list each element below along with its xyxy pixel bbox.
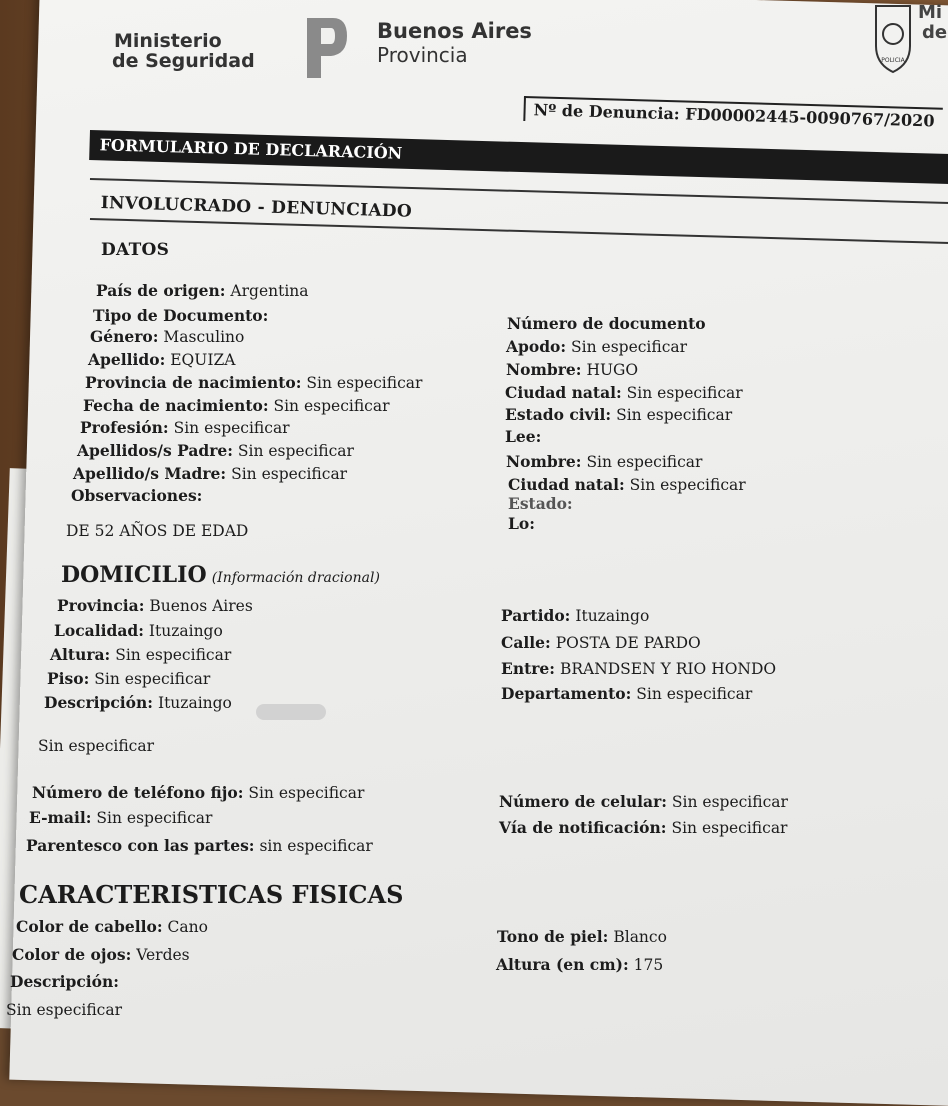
dom-notificacion: Vía de notificación: Sin especificar	[499, 818, 788, 837]
datos-ciudad-natal2: Ciudad natal: Sin especificar	[508, 475, 746, 494]
datos-num-doc: Número de documento	[507, 314, 706, 333]
ministry-line1: Ministerio	[114, 30, 222, 52]
datos-profesion: Profesión: Sin especificar	[80, 418, 290, 437]
corner-text1: Mi	[918, 2, 943, 23]
car-descripcion: Descripción:	[10, 972, 120, 991]
datos-nombre2: Nombre: Sin especificar	[506, 452, 703, 471]
divider-section	[90, 218, 948, 244]
car-cabello: Color de cabello: Cano	[16, 917, 208, 936]
datos-apellido: Apellido: EQUIZA	[88, 350, 236, 369]
datos-fecha-nac: Fecha de nacimiento: Sin especificar	[83, 396, 390, 415]
badge-text: POLICIA	[881, 57, 905, 64]
dom-localidad: Localidad: Ituzaingo	[54, 621, 223, 640]
datos-pais: País de origen: Argentina	[96, 281, 309, 300]
section-title: INVOLUCRADO - DENUNCIADO	[100, 193, 413, 222]
datos-ciudad-natal: Ciudad natal: Sin especificar	[505, 383, 743, 402]
dom-parentesco: Parentesco con las partes: sin especificar	[26, 836, 373, 855]
form-title: FORMULARIO DE DECLARACIÓN	[99, 135, 403, 163]
datos-apodo: Apodo: Sin especificar	[506, 337, 688, 356]
car-altura: Altura (en cm): 175	[496, 955, 664, 974]
dom-telefono: Número de teléfono fijo: Sin especificar	[32, 783, 365, 802]
smudge-mark	[256, 704, 326, 720]
dom-celular: Número de celular: Sin especificar	[499, 792, 788, 811]
domicilio-title: DOMICILIO	[61, 562, 207, 588]
datos-padre: Apellidos/s Padre: Sin especificar	[77, 441, 354, 460]
car-tono-piel: Tono de piel: Blanco	[497, 927, 667, 946]
denuncia-value: FD00002445-0090767/2020	[685, 104, 935, 131]
domicilio-subtitle: (Información dracional)	[211, 570, 380, 586]
dom-provincia: Provincia: Buenos Aires	[57, 596, 253, 615]
corner-text2: de	[922, 22, 948, 43]
police-badge-icon	[872, 2, 914, 74]
datos-prov-nac: Provincia de nacimiento: Sin especificar	[85, 373, 423, 392]
datos-genero: Género: Masculino	[90, 327, 245, 346]
dom-piso: Piso: Sin especificar	[47, 669, 211, 688]
dom-partido: Partido: Ituzaingo	[501, 606, 650, 625]
caracteristicas-title: CARACTERISTICAS FISICAS	[19, 880, 404, 909]
province-logo-icon	[303, 14, 349, 82]
form-title-bar	[89, 130, 948, 184]
dom-descripcion: Descripción: Ituzaingo	[44, 693, 232, 712]
dom-entre: Entre: BRANDSEN Y RIO HONDO	[501, 659, 777, 678]
car-desc-text: Sin especificar	[6, 1001, 123, 1019]
datos-tipo-doc: Tipo de Documento:	[93, 306, 269, 325]
datos-estado-civil: Estado civil: Sin especificar	[505, 405, 733, 424]
domicilio-header	[61, 562, 380, 588]
datos-lee: Lee:	[505, 427, 542, 446]
observaciones-text: DE 52 AÑOS DE EDAD	[66, 522, 249, 540]
datos-nombre: Nombre: HUGO	[506, 360, 639, 379]
dom-altura: Altura: Sin especificar	[50, 645, 232, 664]
province-line2: Provincia	[377, 43, 468, 67]
car-ojos: Color de ojos: Verdes	[12, 945, 190, 964]
datos-estado: Estado:	[508, 494, 573, 513]
dom-departamento: Departamento: Sin especificar	[501, 684, 753, 703]
denuncia-label: Nº de Denuncia:	[533, 100, 681, 124]
dom-calle: Calle: POSTA DE PARDO	[501, 633, 701, 652]
province-line1: Buenos Aires	[377, 19, 532, 43]
datos-title: DATOS	[101, 240, 170, 260]
dom-email: E-mail: Sin especificar	[29, 808, 213, 827]
dom-desc-text: Sin especificar	[38, 737, 155, 755]
datos-lo: Lo:	[508, 514, 535, 533]
datos-madre: Apellido/s Madre: Sin especificar	[73, 464, 348, 483]
denuncia-number-box	[523, 96, 943, 133]
datos-observaciones: Observaciones:	[71, 486, 203, 505]
ministry-line2: de Seguridad	[112, 50, 255, 72]
